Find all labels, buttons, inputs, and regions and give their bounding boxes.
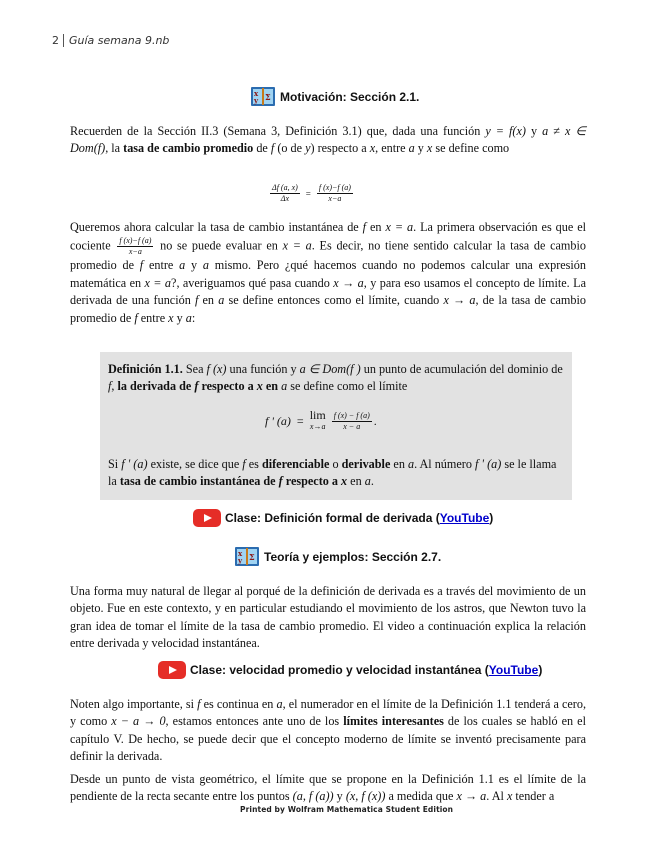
svg-text:Σ: Σ xyxy=(265,92,271,102)
youtube-link[interactable]: YouTube xyxy=(439,511,490,525)
svg-text:x: x xyxy=(254,89,259,98)
class-link-definicion: Clase: Definición formal de derivada ( YouTube ) xyxy=(193,509,493,527)
class-link-velocidad: Clase: velocidad promedio y velocidad instantánea ( YouTube ) xyxy=(158,661,542,679)
youtube-play-icon[interactable] xyxy=(158,661,186,679)
svg-text:y: y xyxy=(238,556,243,565)
youtube-link[interactable]: YouTube xyxy=(488,663,539,677)
section-title: Motivación: Sección 2.1. xyxy=(280,89,420,104)
svg-text:Σ: Σ xyxy=(249,552,255,562)
paragraph-geometric: Desde un punto de vista geométrico, el límite que se propone en la Definición 1.1 es el límite de la pendiente de la recta secante entre los puntos (a, f (a)) y (x, f (x)) a medida que x → a. Al x tender a xyxy=(70,772,586,804)
paragraph-newton: Una forma muy natural de llegar al porqué de la definición de derivada es a través del movimiento de un objeto. Fue en este contexto, y en particular estudiando el movimiento de los astros, que Newton tuvo la gran idea de tomar el límite de la tasa de cambio promedio. El video a continuación explica la relación entre derivada y velocidad instantánea. xyxy=(70,584,586,651)
paragraph-instantaneous-rate: Queremos ahora calcular la tasa de cambio instantánea de f en x = a. La primera observación es que el cociente $\frac{f (x)-f (a)}{x-a}$ no se puede evaluar en x = a. Es decir, no tiene sentido calcular la tasa de cambio promedio de f entre a y a mismo. Pero ¿qué hacemos cuando no podemos calcular una expresión matemática en x = a?, averiguamos qué pasa cuando x → a, y para eso usamos el concepto de límite. La derivada de una función f en a se define entonces como el límite, cuando x → a, de la tasa de cambio promedio de f entre x y a: xyxy=(70,220,586,325)
quotient-fraction: $\frac{f (x)-f (a)}{x-a}$ xyxy=(119,236,152,257)
math-book-icon xyxy=(250,86,276,107)
definition-text: Definición 1.1. Sea f (x) una función y a ∈ Dom(f ) un punto de acumulación del dominio de f, la derivada de f respecto a x en a se define como el límite xyxy=(108,362,563,394)
intro-paragraph: Recuerden de la Sección II.3 (Semana 3, Definición 3.1) que, dada una función y = f(x) y a ≠ x ∈ Dom(f), la tasa de cambio promedio de f (o de y) respecto a x, entre a y x se define como xyxy=(70,124,586,156)
definition-differentiable-text: Si f ' (a) existe, se dice que f es diferenciable o derivable en a. Al número f ' (a) se le llama la tasa de cambio instantánea de f respecto a x en a. xyxy=(108,457,557,489)
section-heading-teoria xyxy=(234,546,441,567)
derivative-limit-formula: f ' (a) = lim x→a $\frac{f (x) - f (a)}{x - a}$ . xyxy=(265,408,377,431)
svg-text:x: x xyxy=(238,549,243,558)
section-title: Teoría y ejemplos: Sección 2.7. xyxy=(264,549,442,564)
average-rate-formula: $\frac{\Delta f (a, x)}{\Delta x}$ = $\frac{f (x)-f (a)}{x-a}$ xyxy=(272,183,351,203)
paragraph-interesting-limits: Noten algo importante, si f es continua en a, el numerador en el límite de la Definición 1.1 tenderá a cero, y como x − a → 0, estamos entonces ante uno de los límites interesantes de los cuales se habló en el capítulo V. De hecho, se puede decir que el concepto moderno de límite se inventó precisamente para definir la derivada. xyxy=(70,697,586,764)
section-heading-motivacion xyxy=(250,86,419,107)
math-book-icon xyxy=(234,546,260,567)
print-footer: Printed by Wolfram Mathematica Student Edition xyxy=(240,805,454,814)
page-header xyxy=(52,34,169,47)
svg-text:y: y xyxy=(254,96,259,105)
page-number: 2 xyxy=(52,34,64,47)
youtube-play-icon[interactable] xyxy=(193,509,221,527)
file-title: Guía semana 9.nb xyxy=(69,34,170,47)
